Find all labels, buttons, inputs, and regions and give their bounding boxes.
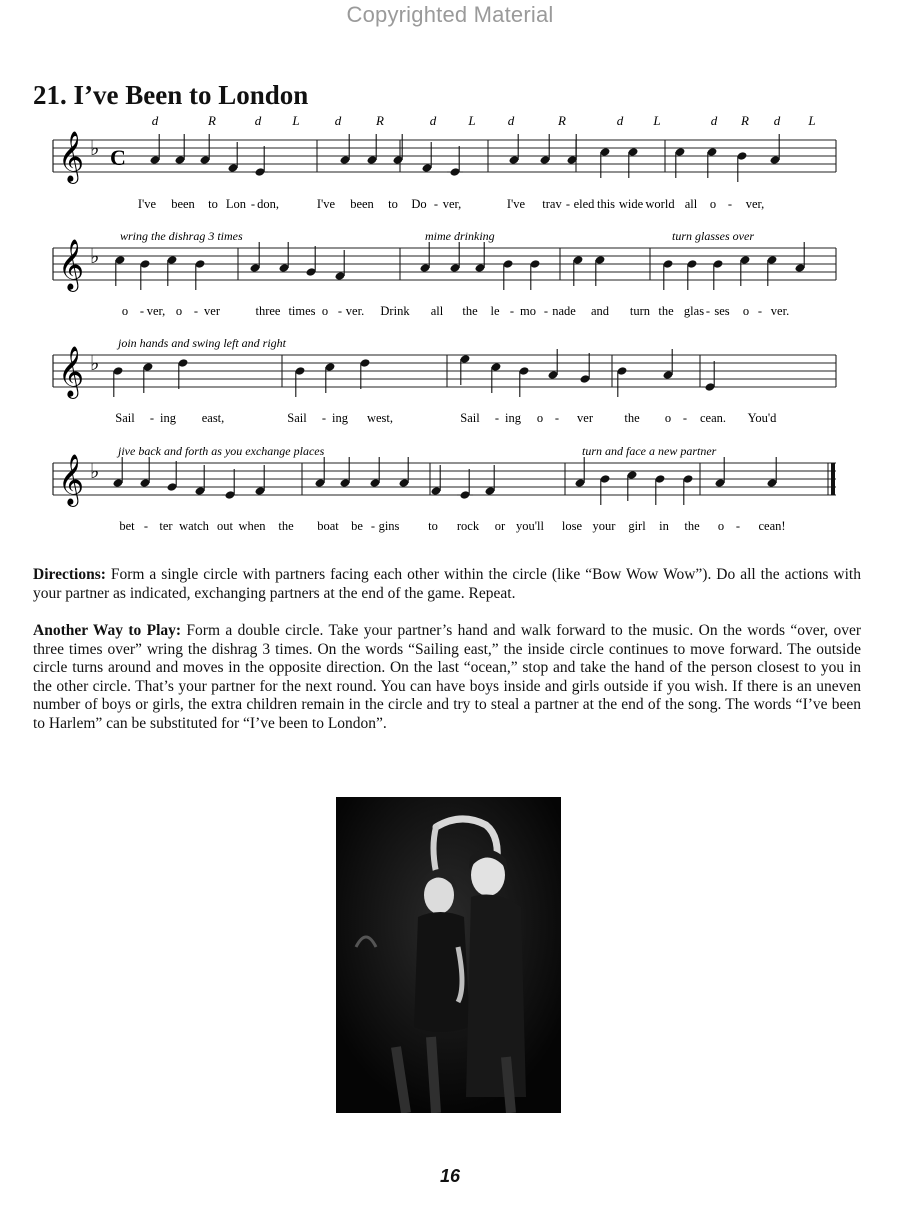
lyric-syllable: - [727,197,733,211]
lyric-syllable: been [171,197,195,211]
lyric-syllable: gins [378,519,400,533]
lyric-syllable: - [193,304,199,318]
lyric-syllable: ses [714,304,730,318]
lyric-syllable: ver, [146,304,166,318]
lyric-syllable: cean! [758,519,786,533]
lyric-syllable: east, [201,411,225,425]
lyric-syllable: - [494,411,500,425]
lyric-syllable: ing [505,411,521,425]
lyric-syllable: to [208,197,218,211]
lyric-syllable: Sail [460,411,480,425]
song-title: 21. I’ve Been to London [33,80,309,110]
lyric-syllable: the [658,304,674,318]
lyric-syllable: eled [573,197,595,211]
lyric-syllable: in [659,519,669,533]
lyric-syllable: ver, [442,197,462,211]
lyric-syllable: you'll [516,519,544,533]
lyric-syllable: o [717,519,725,533]
another-way-paragraph [33,622,861,733]
lyric-syllable: rock [456,519,480,533]
directions-label: Directions: [33,566,106,583]
key-signature-flat-icon: ♭ [90,353,100,375]
lyric-syllable: o [664,411,672,425]
lyric-syllable: ver [577,411,593,425]
lyric-syllable: glas [683,304,705,318]
lyric-syllable: - [139,304,145,318]
lyric-syllable: three [255,304,281,318]
solfege-syllable: d [254,113,262,128]
lyric-syllable: when [238,519,266,533]
direction-text: wring the dishrag 3 times [120,229,243,243]
lyric-syllable: girl [628,519,646,533]
solfege-syllable: R [208,113,216,128]
lyric-syllable: all [430,304,444,318]
page-number: 16 [439,1166,461,1186]
lyric-syllable: - [509,304,515,318]
treble-clef-icon: 𝄞 [58,240,85,289]
treble-clef-icon: 𝄞 [58,132,85,181]
solfege-syllable: d [616,113,624,128]
key-signature-flat-icon: ♭ [90,138,100,160]
lyric-syllable: trav [542,197,562,211]
direction-text: turn glasses over [672,229,754,243]
copyright-watermark: Copyrighted Material [346,2,554,27]
directions-text: Form a single circle with partners facing each other within the circle (like “Bow Wow Wow”). Do all the actions with your partner as indicated, exchanging partners at the end of the game. Repeat. [33,566,861,602]
lyric-syllable: le [490,304,500,318]
lyric-syllable: ing [332,411,348,425]
lyric-syllable: be [351,519,363,533]
lyric-syllable: out [217,519,233,533]
lyric-syllable: all [684,197,698,211]
lyric-syllable: o [709,197,717,211]
lyric-syllable: ver. [345,304,365,318]
direction-text: join hands and swing left and right [118,336,287,350]
key-signature-flat-icon: ♭ [90,461,100,483]
solfege-syllable: d [429,113,437,128]
common-time-icon: C [110,145,126,170]
lyric-syllable: I've [506,197,526,211]
lyric-syllable: the [684,519,700,533]
lyric-syllable: - [337,304,343,318]
direction-text: turn and face a new partner [582,444,717,458]
lyric-syllable: to [428,519,438,533]
key-signature-flat-icon: ♭ [90,246,100,268]
solfege-syllable: R [741,113,749,128]
lyric-syllable: or [494,519,506,533]
another-way-label: Another Way to Play: [33,622,182,639]
solfege-syllable: d [710,113,718,128]
lyric-syllable: - [705,304,711,318]
lyric-syllable: o [121,304,129,318]
lyric-syllable: the [278,519,294,533]
treble-clef-icon: 𝄞 [58,347,85,396]
lyric-syllable: turn [629,304,651,318]
lyric-syllable: to [388,197,398,211]
lyric-syllable: cean. [699,411,727,425]
lyric-syllable: the [462,304,478,318]
lyric-syllable: ver. [770,304,790,318]
photo-figures [336,797,561,1113]
lyric-syllable: wide [618,197,644,211]
lyric-syllable: ver, [745,197,765,211]
solfege-syllable: L [468,113,476,128]
lyric-syllable: watch [179,519,209,533]
direction-text: mime drinking [425,229,495,243]
lyric-syllable: ter [159,519,173,533]
lyric-syllable: bet [119,519,135,533]
lyric-syllable: been [350,197,374,211]
lyric-syllable: Sail [115,411,135,425]
solfege-syllable: d [507,113,515,128]
lyric-syllable: - [735,519,741,533]
lyric-syllable: nade [552,304,576,318]
lyric-syllable: - [250,197,256,211]
lyric-syllable: o [742,304,750,318]
lyric-syllable: the [624,411,640,425]
lyric-syllable: Drink [380,304,410,318]
lyric-syllable: Sail [287,411,307,425]
dancing-children-photo [336,797,561,1113]
solfege-syllable: L [808,113,816,128]
lyric-syllable: world [645,197,675,211]
lyric-syllable: and [590,304,610,318]
lyric-syllable: - [682,411,688,425]
lyric-syllable: - [543,304,549,318]
solfege-syllable: d [151,113,159,128]
lyric-syllable: - [757,304,763,318]
lyric-syllable: - [321,411,327,425]
lyric-syllable: ver [204,304,220,318]
lyric-syllable: I've [137,197,157,211]
lyric-syllable: I've [316,197,336,211]
directions-paragraph [33,566,861,603]
lyric-syllable: You'd [747,411,777,425]
lyric-syllable: - [149,411,155,425]
lyric-syllable: times [288,304,316,318]
lyric-syllable: lose [561,519,583,533]
lyric-syllable: this [596,197,616,211]
lyric-syllable: Do [411,197,427,211]
direction-text: jive back and forth as you exchange places [118,444,325,458]
lyric-syllable: your [592,519,616,533]
lyric-syllable: ing [160,411,176,425]
lyric-syllable: mo [520,304,536,318]
lyric-syllable: don, [257,197,279,211]
lyric-syllable: - [565,197,571,211]
lyric-syllable: - [143,519,149,533]
lyric-syllable: west, [366,411,394,425]
solfege-syllable: L [653,113,661,128]
lyric-syllable: o [175,304,183,318]
music-score [0,110,900,550]
solfege-syllable: d [334,113,342,128]
solfege-syllable: L [292,113,300,128]
lyric-syllable: o [536,411,544,425]
lyric-syllable: Lon [225,197,247,211]
solfege-syllable: R [376,113,384,128]
solfege-syllable: d [773,113,781,128]
lyric-syllable: - [554,411,560,425]
solfege-syllable: R [558,113,566,128]
lyric-syllable: o [321,304,329,318]
another-way-text: Form a double circle. Take your partner’s hand and walk forward to the music. On the words “over, over three times over” wring the dishrag 3 times. On the words “Sailing east,” the inside circle continues to move forward. The outside circle turns around and moves in the opposite direction. On the last “ocean,” stop and take the hand of the person closest to you in the other circle. That’s your partner for the next round. You can have boys inside and girls outside if you wish. If there is an uneven number of boys or girls, the extra children remain in the circle and try to steal a partner at the end of the song. The words “I’ve been to Harlem” can be substituted for “I’ve been to London”. [33,622,861,732]
treble-clef-icon: 𝄞 [58,455,85,504]
lyric-syllable: boat [317,519,339,533]
lyric-syllable: - [370,519,376,533]
lyric-syllable: - [433,197,439,211]
